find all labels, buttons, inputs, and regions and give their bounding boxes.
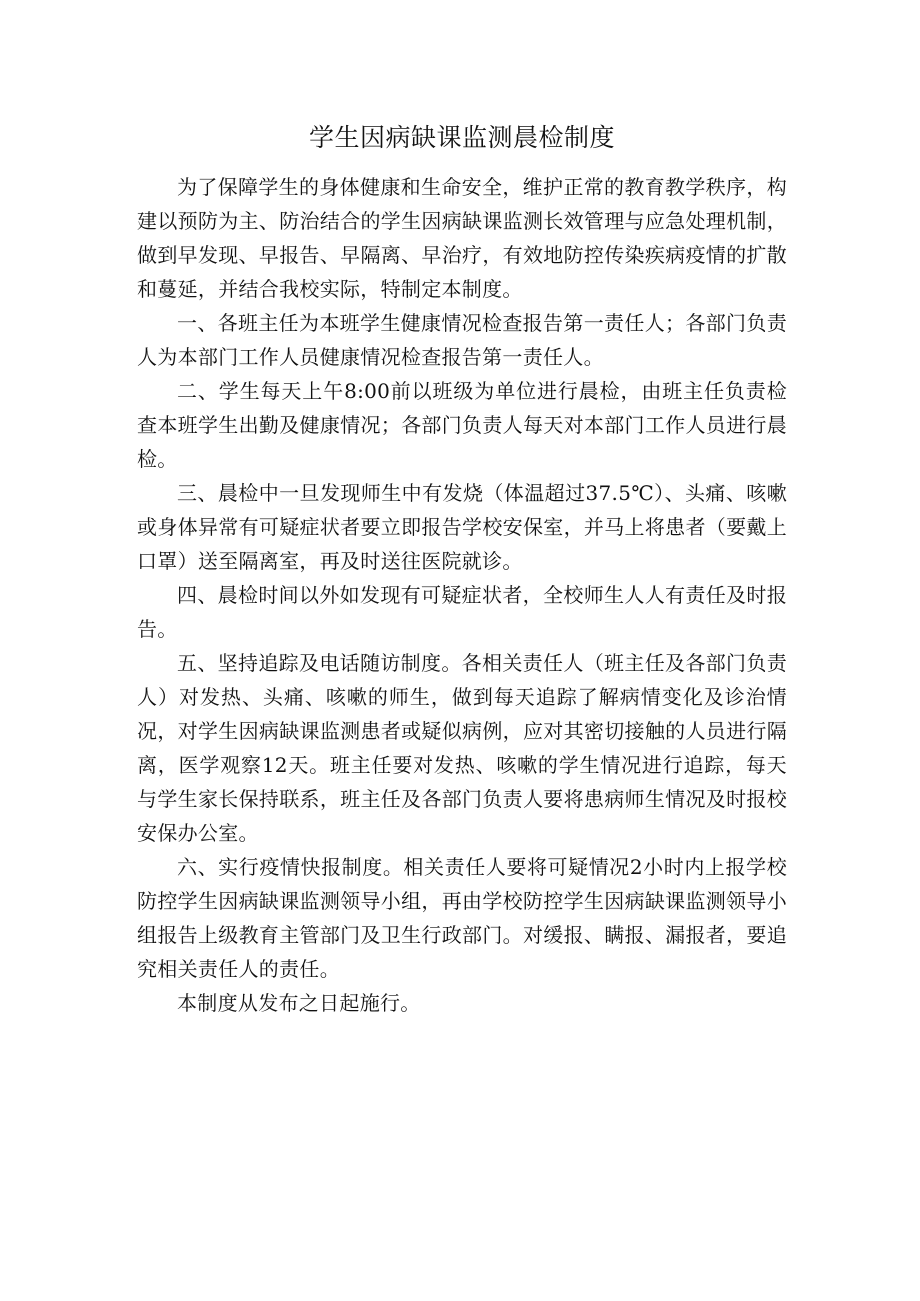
clause-1-paragraph: 一、各班主任为本班学生健康情况检查报告第一责任人；各部门负责人为本部门工作人员健康情况检查报告第一责任人。 — [137, 311, 787, 369]
effective-date-paragraph: 本制度从发布之日起施行。 — [177, 991, 421, 1015]
clause-3-paragraph: 三、晨检中一旦发现师生中有发烧（体温超过37.5℃）、头痛、咳嗽或身体异常有可疑症状者要立即报告学校安保室，并马上将患者（要戴上口罩）送至隔离室，再及时送往医院就诊。 — [137, 481, 787, 573]
intro-paragraph: 为了保障学生的身体健康和生命安全，维护正常的教育教学秩序，构建以预防为主、防治结合的学生因病缺课监测长效管理与应急处理机制，做到早发现、早报告、早隔离、早治疗，有效地防控传染疾病疫情的扩散和蔓延，并结合我校实际，特制定本制度。 — [137, 175, 787, 301]
clause-6-paragraph: 六、实行疫情快报制度。相关责任人要将可疑情况2小时内上报学校防控学生因病缺课监测领导小组，再由学校防控学生因病缺课监测领导小组报告上级教育主管部门及卫生行政部门。对缓报、瞒报、漏报者，要追究相关责任人的责任。 — [137, 855, 787, 981]
document-title: 学生因病缺课监测晨检制度 — [308, 123, 615, 152]
clause-5-paragraph: 五、坚持追踪及电话随访制度。各相关责任人（班主任及各部门负责人）对发热、头痛、咳嗽的师生，做到每天追踪了解病情变化及诊治情况，对学生因病缺课监测患者或疑似病例，应对其密切接触的人员进行隔离，医学观察12天。班主任要对发热、咳嗽的学生情况进行追踪，每天与学生家长保持联系，班主任及各部门负责人要将患病师生情况及时报校安保办公室。 — [137, 651, 787, 845]
clause-4-paragraph: 四、晨检时间以外如发现有可疑症状者，全校师生人人有责任及时报告。 — [137, 583, 787, 641]
document-body — [137, 112, 787, 1020]
clause-2-paragraph: 二、学生每天上午8:00前以班级为单位进行晨检，由班主任负责检查本班学生出勤及健康情况；各部门负责人每天对本部门工作人员进行晨检。 — [137, 379, 787, 471]
